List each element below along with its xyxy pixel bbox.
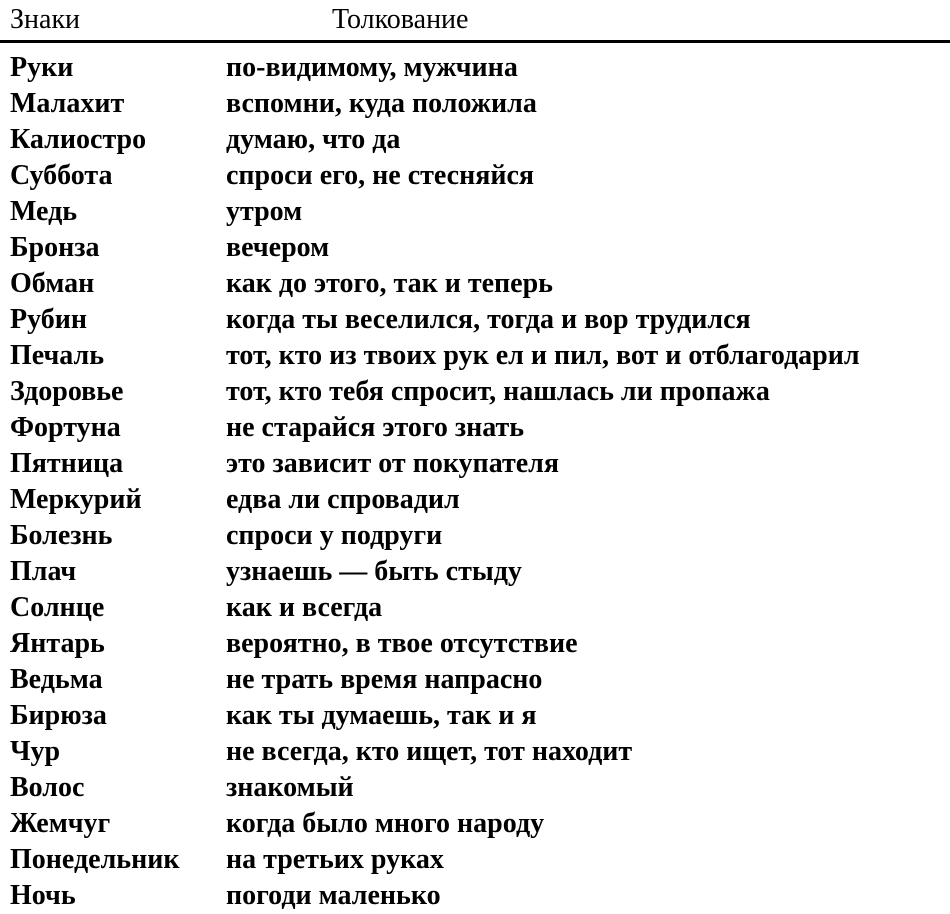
table-row [0,338,950,374]
table-row [0,302,950,338]
table-body [0,50,950,914]
sign-cell: Жемчуг [10,808,111,839]
table-row [0,86,950,122]
sign-cell: Медь [10,196,78,227]
column-header-signs: Знаки [10,4,81,35]
table-row [0,554,950,590]
meaning-cell: как ты думаешь, так и я [226,700,537,731]
meaning-cell: утром [226,196,303,227]
sign-cell: Янтарь [10,628,105,659]
meaning-cell: как до этого, так и теперь [226,268,553,299]
meaning-cell: спроси у подруги [226,520,443,551]
meaning-cell: знакомый [226,772,354,803]
sign-cell: Здоровье [10,376,124,407]
meaning-cell: как и всегда [226,592,383,623]
sign-cell: Плач [10,556,77,587]
sign-cell: Пятница [10,448,124,479]
meaning-cell: погоди маленько [226,880,441,911]
table-row [0,662,950,698]
table-row [0,158,950,194]
sign-cell: Бирюза [10,700,107,731]
table-row [0,266,950,302]
meaning-cell: тот, кто из твоих рук ел и пил, вот и отблагодарил [226,340,860,371]
table-row [0,518,950,554]
meaning-cell: узнаешь — быть стыду [226,556,522,587]
meaning-cell: когда ты веселился, тогда и вор трудился [226,304,751,335]
table-row [0,446,950,482]
meaning-cell: едва ли спровадил [226,484,460,515]
sign-cell: Калиостро [10,124,147,155]
table-row [0,806,950,842]
table-row [0,590,950,626]
table-row [0,374,950,410]
meaning-cell: не трать время напрасно [226,664,543,695]
table-row [0,842,950,878]
table-header [0,0,950,43]
meaning-cell: на третьих руках [226,844,444,875]
sign-cell: Обман [10,268,95,299]
sign-cell: Болезнь [10,520,113,551]
sign-cell: Солнце [10,592,105,623]
sign-cell: Ночь [10,880,76,911]
table-row [0,770,950,806]
meaning-cell: вероятно, в твое отсутствие [226,628,578,659]
sign-cell: Фортуна [10,412,121,443]
table-row [0,698,950,734]
meaning-cell: когда было много народу [226,808,545,839]
sign-cell: Рубин [10,304,87,335]
column-header-meaning: Толкование [332,4,469,35]
sign-cell: Понедельник [10,844,180,875]
table-row [0,122,950,158]
meaning-cell: по-видимому, мужчина [226,52,518,83]
table-row [0,626,950,662]
meaning-cell: не старайся этого знать [226,412,525,443]
table-row [0,50,950,86]
sign-cell: Печаль [10,340,105,371]
sign-cell: Меркурий [10,484,142,515]
sign-cell: Чур [10,736,61,767]
table-row [0,482,950,518]
table-row [0,194,950,230]
sign-cell: Ведьма [10,664,103,695]
meaning-cell: вечером [226,232,330,263]
meaning-cell: не всегда, кто ищет, тот находит [226,736,633,767]
sign-cell: Суббота [10,160,113,191]
sign-cell: Бронза [10,232,100,263]
table-row [0,878,950,914]
sign-cell: Малахит [10,88,125,119]
meaning-cell: спроси его, не стесняйся [226,160,535,191]
sign-cell: Руки [10,52,74,83]
meaning-cell: тот, кто тебя спросит, нашлась ли пропажа [226,376,770,407]
meaning-cell: это зависит от покупателя [226,448,560,479]
table-row [0,734,950,770]
table-row [0,410,950,446]
meaning-cell: вспомни, куда положила [226,88,537,119]
meaning-cell: думаю, что да [226,124,401,155]
table-row [0,230,950,266]
sign-cell: Волос [10,772,85,803]
